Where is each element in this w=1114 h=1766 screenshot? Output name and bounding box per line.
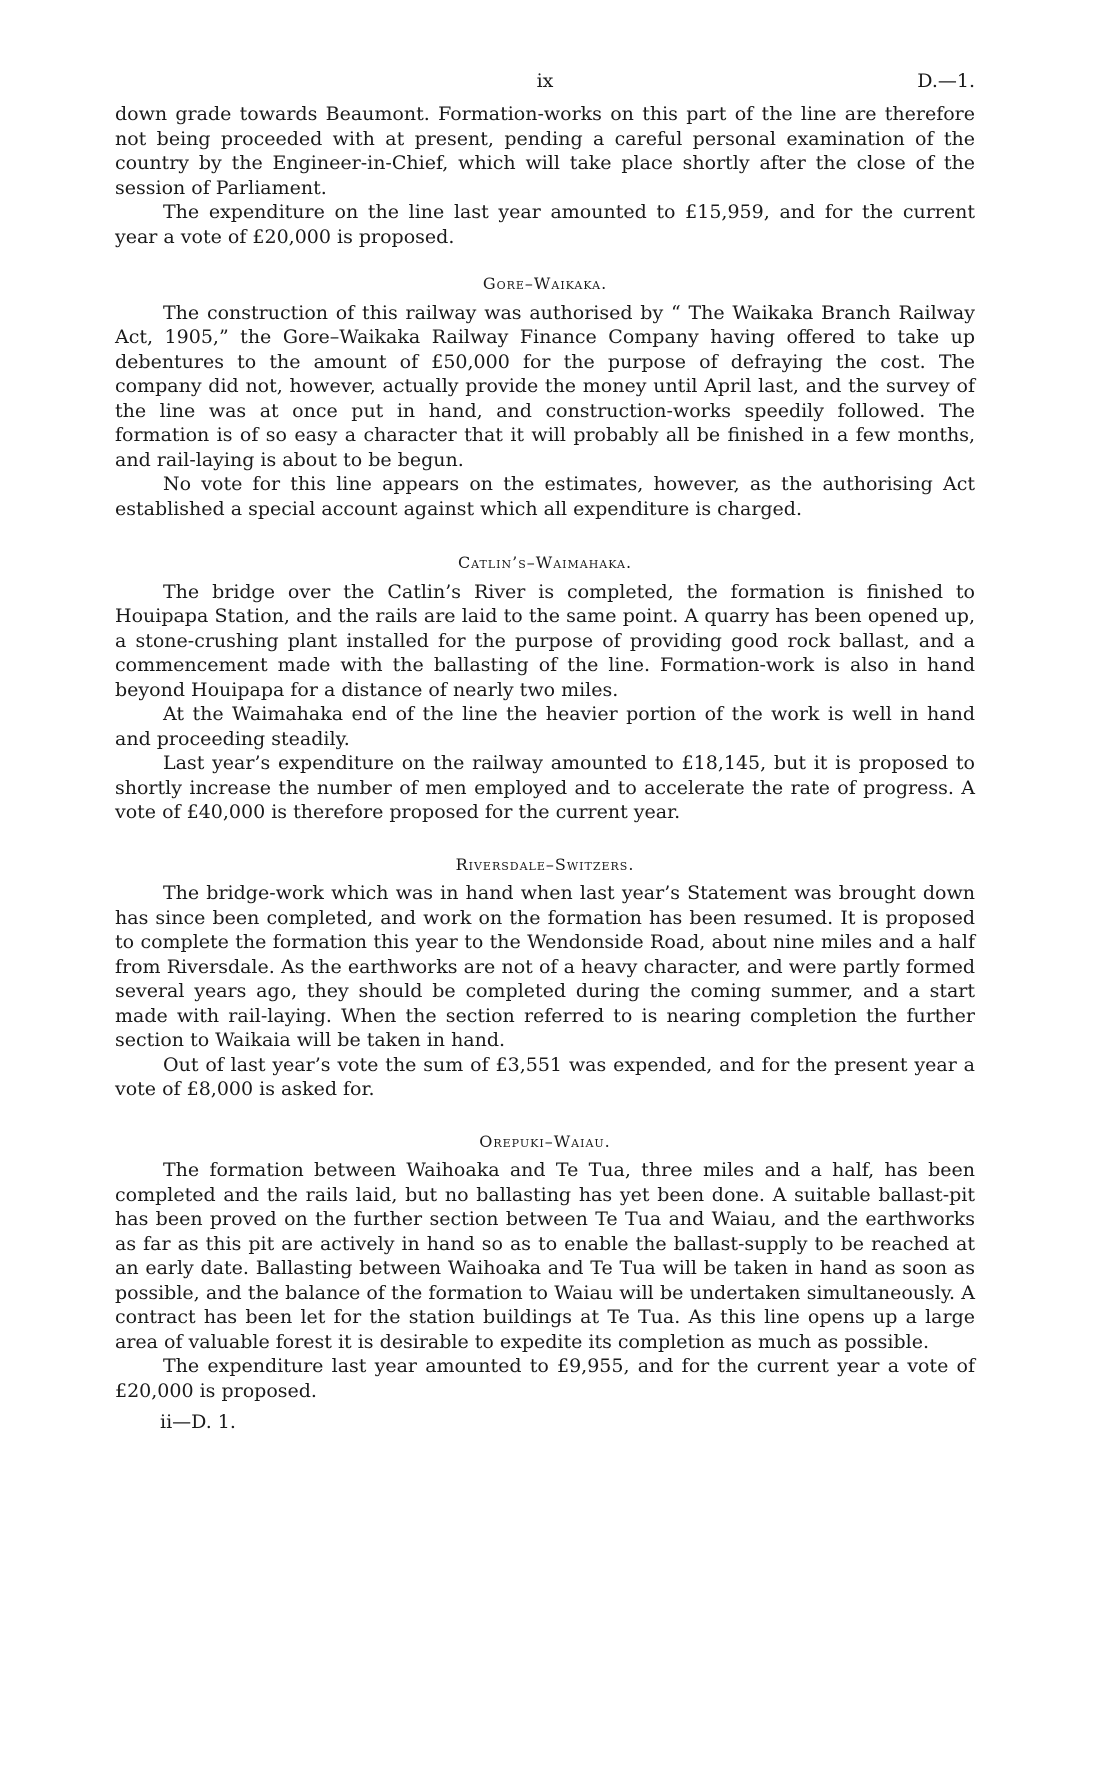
section-paragraph: Last year’s expenditure on the railway amounted to £18,145, but it is proposed to shortly increase the number of men employed and to accelerate the rate of progress. A vote of £40,000 is therefore proposed for the current year. xyxy=(115,752,975,823)
section-paragraph: Out of last year’s vote the sum of £3,551 was expended, and for the present year a vote of £8,000 is asked for. xyxy=(115,1053,975,1100)
section-paragraph: The expenditure last year amounted to £9,955, and for the current year a vote of £20,000 is proposed. xyxy=(115,1355,975,1402)
section-paragraph: No vote for this line appears on the estimates, however, as the authorising Act established a special account against which all expenditure is charged. xyxy=(115,473,975,520)
intro-paragraph: down grade towards Beaumont. Formation-works on this part of the line are therefore not being proceeded with at present, pending a careful personal examination of the country by the Engineer-in-Chief, which will take place shortly after the close of the session of Parliament. xyxy=(115,103,975,199)
page-header xyxy=(115,70,975,100)
page-number: ix xyxy=(536,70,554,92)
intro-paragraph: The expenditure on the line last year amounted to £15,959, and for the current year a vote of £20,000 is proposed. xyxy=(115,201,975,248)
section-heading-riversdale-switzers: Riversdale–Switzers. xyxy=(455,854,635,874)
document-reference: D.—1. xyxy=(917,70,975,92)
section-paragraph: The formation between Waihoaka and Te Tua, three miles and a half, has been completed and the rails laid, but no ballasting has yet been done. A suitable ballast-pit has been proved on the further section between Te Tua and Waiau, and the earthworks as far as this pit are actively in hand so as to enable the ballast-supply to be reached at an early date. Ballasting between Waihoaka and Te Tua will be taken in hand as soon as possible, and the balance of the formation to Waiau will be undertaken simultaneously. A contract has been let for the station buildings at Te Tua. As this line opens up a large area of valuable forest it is desirable to expedite its completion as much as possible. xyxy=(115,1159,975,1353)
section-heading-gore-waikaka: Gore–Waikaka. xyxy=(482,274,608,293)
document-body xyxy=(115,102,975,1403)
section-heading-orepuki-waiau: Orepuki–Waiau. xyxy=(479,1131,611,1151)
signature-mark: ii—D. 1. xyxy=(160,1411,236,1433)
section-paragraph: The bridge over the Catlin’s River is completed, the formation is finished to Houipapa Station, and the rails are laid to the same point. A quarry has been opened up, a stone-crushing plant installed for the purpose of providing good rock ballast, and a commencement made with the ballasting of the line. Formation-work is also in hand beyond Houipapa for a distance of nearly two miles. xyxy=(115,580,975,701)
section-paragraph: The construction of this railway was authorised by “ The Waikaka Branch Railway Act, 1905,” the Gore–Waikaka Railway Finance Company having offered to take up debentures to the amount of £50,000 for the purpose of defraying the cost. The company did not, however, actually provide the money until April last, and the survey of the line was at once put in hand, and construction-works speedily followed. The formation is of so easy a character that it will probably all be finished in a few months, and rail-laying is about to be begun. xyxy=(115,301,975,471)
section-heading-catlins-waimahaka: Catlin’s–Waimahaka. xyxy=(457,553,633,572)
section-paragraph: The bridge-work which was in hand when last year’s Statement was brought down has since been completed, and work on the formation has been resumed. It is proposed to complete the formation this year to the Wendonside Road, about nine miles and a half from Riversdale. As the earthworks are not of a heavy character, and were partly formed several years ago, they should be completed during the coming summer, and a start made with rail-laying. When the section referred to is nearing completion the further section to Waikaia will be taken in hand. xyxy=(115,882,975,1051)
section-paragraph: At the Waimahaka end of the line the heavier portion of the work is well in hand and proceeding steadily. xyxy=(115,703,975,750)
document-page xyxy=(115,70,975,1433)
